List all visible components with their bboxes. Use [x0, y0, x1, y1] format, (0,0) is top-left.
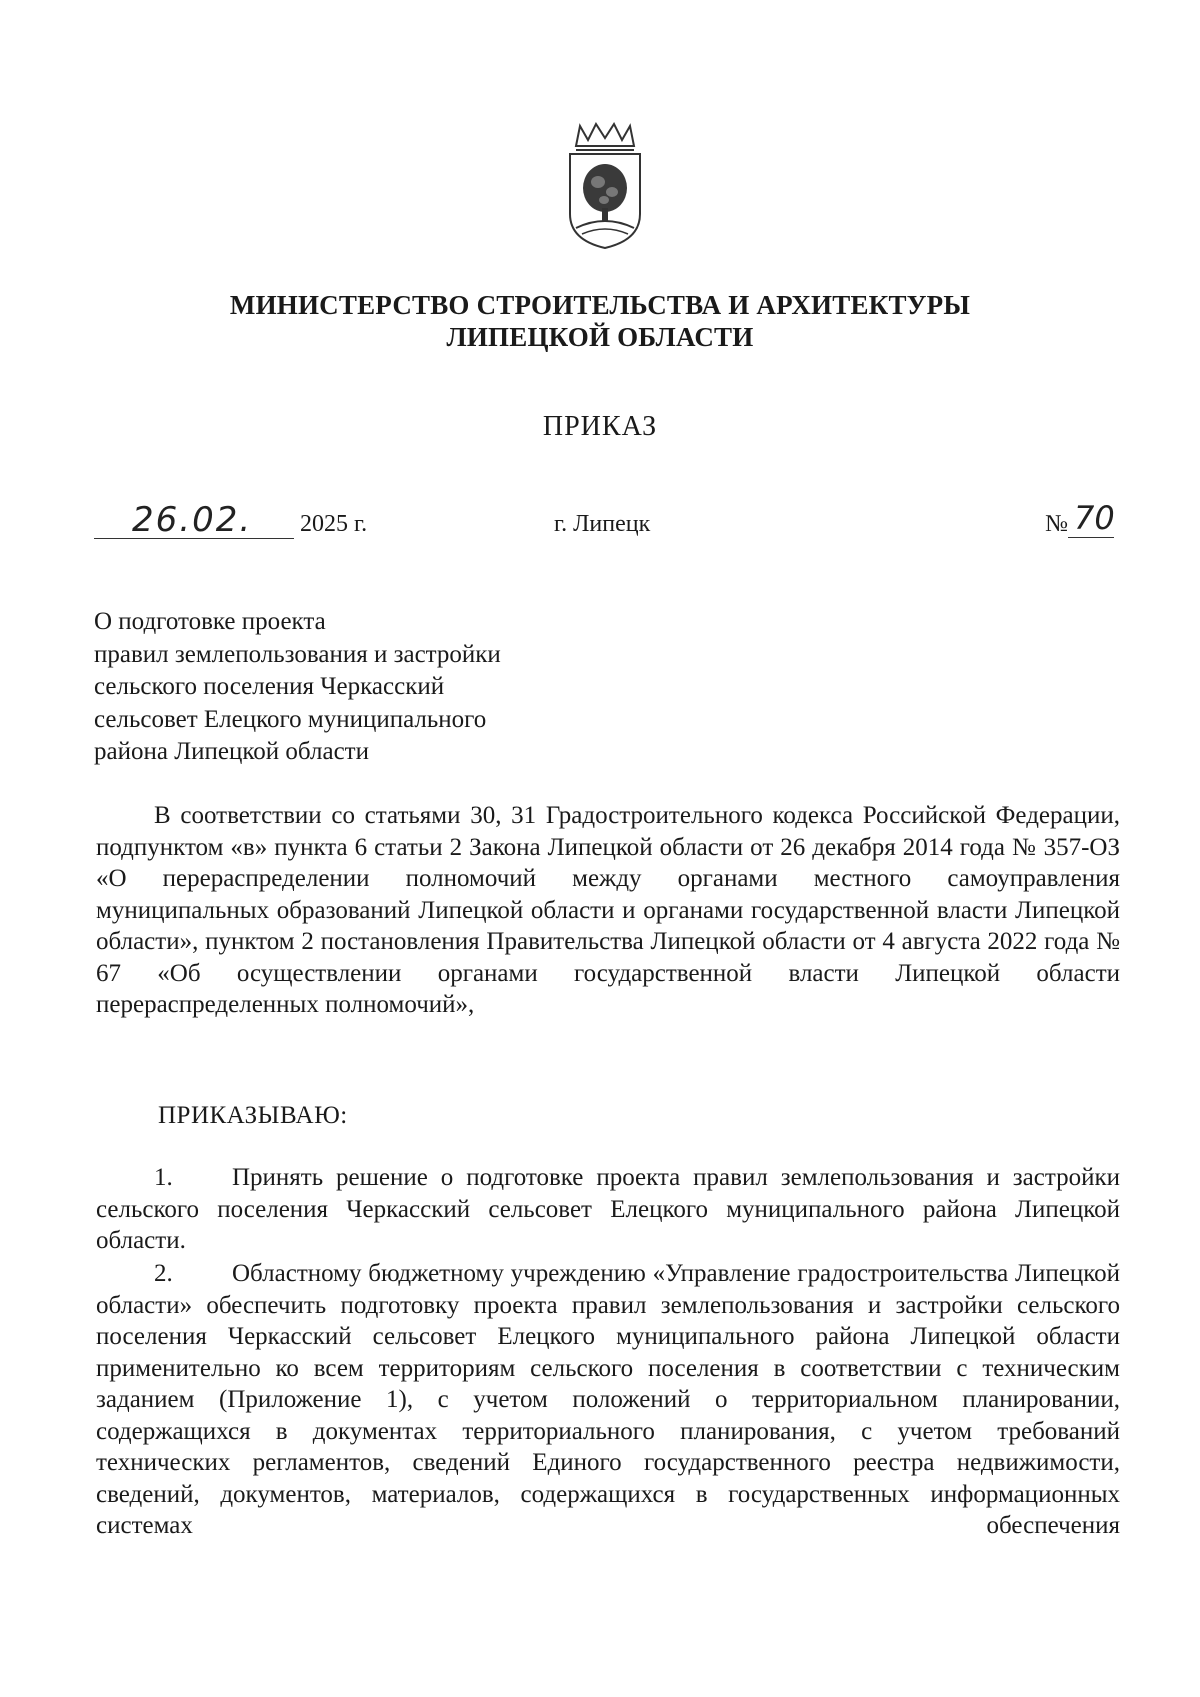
subject-line: сельского поселения Черкасский — [94, 673, 445, 700]
item-number: 1. — [154, 1164, 173, 1191]
number-sign: № — [1045, 511, 1068, 537]
ministry-name-line2: ЛИПЕЦКОЙ ОБЛАСТИ — [446, 322, 754, 352]
date-number-row — [94, 499, 1115, 548]
preamble-paragraph — [96, 800, 1120, 1021]
number-underline — [1068, 499, 1115, 538]
document-year: 2025 г. — [300, 511, 368, 537]
document-city: г. Липецк — [554, 511, 651, 537]
handwritten-number: 70 — [1074, 499, 1115, 537]
subject-line: правил землепользования и застройки — [94, 640, 501, 668]
item-text: Областному бюджетному учреждению «Управление градостроительства Липецкой области» обеспечить подготовку проекта правил землепользования и застройки сельского поселения Черкасский сельсовет Елецкого муниципального района Липецкой области применительно ко всем территориям сельского поселения в соответствии с техническим заданием (Приложение 1), с учетом положений о территориальном планировании, содержащихся в документах территориального планирования, с учетом требований технических регламентов, сведений Единого государственного реестра недвижимости, сведений, документов, материалов, содержащихся в государственных информационных системах обеспечения — [96, 1260, 1120, 1539]
item-text: Принять решение о подготовке проекта правил землепользования и застройки сельского поселения Черкасский сельсовет Елецкого муниципального района Липецкой области. — [96, 1164, 1120, 1254]
item-number: 2. — [154, 1260, 173, 1287]
handwritten-date: 26.02. — [132, 500, 253, 540]
order-word: ПРИКАЗЫВАЮ: — [158, 1102, 348, 1129]
ministry-name-line1: МИНИСТЕРСТВО СТРОИТЕЛЬСТВА И АРХИТЕКТУРЫ — [229, 290, 971, 320]
order-item-2 — [96, 1258, 1120, 1542]
document-number — [1045, 499, 1115, 538]
subject-line: О подготовке проекта — [94, 608, 326, 635]
lipetsk-coat-of-arms-icon — [566, 122, 644, 250]
document-subject — [94, 606, 501, 769]
subject-line: сельсовет Елецкого муниципального — [94, 705, 487, 733]
subject-line: района Липецкой области — [94, 738, 369, 765]
preamble-text: В соответствии со статьями 30, 31 Градостроительного кодекса Российской Федерации, подпунктом «в» пункта 6 статьи 2 Закона Липецкой области от 26 декабря 2014 года № 357-ОЗ «О перераспределении полномочий между органами местного самоуправления муниципальных образований Липецкой области и органами государственной власти Липецкой области», пунктом 2 постановления Правительства Липецкой области от 4 августа 2022 года № 67 «Об осуществлении органами государственной власти Липецкой области перераспределенных полномочий», — [96, 802, 1120, 1018]
document-type: ПРИКАЗ — [542, 411, 658, 442]
order-item-1 — [96, 1162, 1120, 1257]
